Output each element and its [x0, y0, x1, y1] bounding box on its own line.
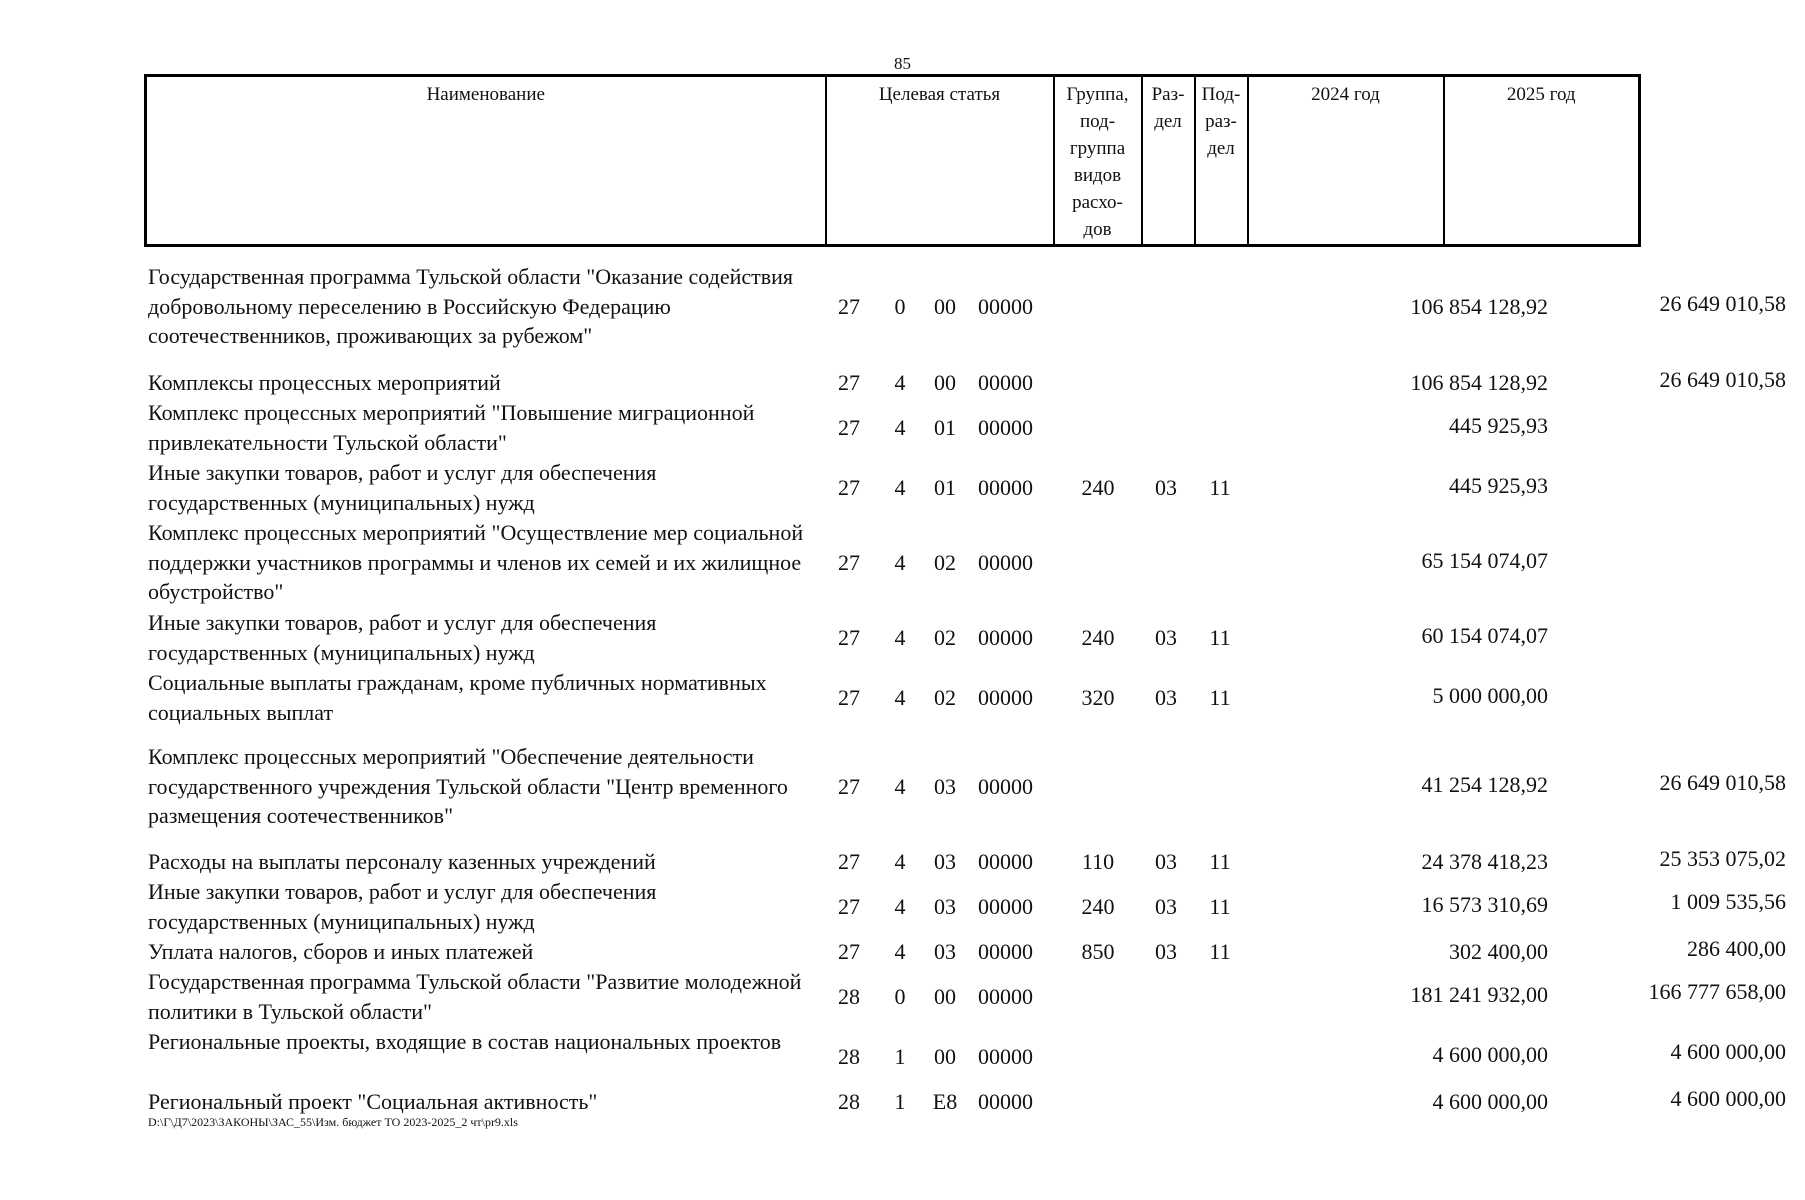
row-amount-2025: 25 353 075,02	[1659, 846, 1786, 871]
row-code-subprogram: 00	[934, 1044, 956, 1069]
header-year-2025: 2025 год	[1444, 76, 1640, 246]
row-code-program: 27	[838, 625, 860, 650]
row-code-direction: 00000	[978, 550, 1033, 575]
row-code-program: 27	[838, 939, 860, 964]
row-code-program: 27	[838, 370, 860, 395]
row-code-subprogram: 01	[934, 475, 956, 500]
row-code-program: 27	[838, 475, 860, 500]
row-code-type: 1	[894, 1089, 906, 1114]
row-section: 03	[1155, 625, 1177, 650]
row-code-subprogram: 02	[934, 550, 956, 575]
row-code-type: 4	[894, 939, 906, 964]
row-code-subprogram: 00	[934, 294, 956, 319]
row-name: Уплата налогов, сборов и иных платежей	[148, 939, 534, 964]
row-subsection: 11	[1209, 475, 1231, 500]
row-name: Иные закупки товаров, работ и услуг для обеспечения государственных (муниципальных) нужд	[148, 879, 657, 934]
row-code-type: 4	[894, 370, 906, 395]
row-amount-2024: 4 600 000,00	[1432, 1089, 1548, 1114]
row-code-direction: 00000	[978, 939, 1033, 964]
row-code-program: 27	[838, 415, 860, 440]
row-amount-2024: 60 154 074,07	[1421, 623, 1548, 648]
row-section: 03	[1155, 685, 1177, 710]
file-path-footer: D:\Г\Д7\2023\ЗАКОНЫ\ЗАС_55\Изм. бюджет ТО 2023-2025_2 чт\pr9.xls	[148, 1115, 518, 1129]
row-code-subprogram: 01	[934, 415, 956, 440]
page-number: 85	[894, 54, 911, 73]
row-code-direction: 00000	[978, 625, 1033, 650]
row-code-program: 27	[838, 774, 860, 799]
row-code-direction: 00000	[978, 475, 1033, 500]
header-subsection: Под- раз- дел	[1195, 76, 1248, 246]
row-name: Региональный проект "Социальная активность"	[148, 1089, 598, 1114]
row-amount-2025: 286 400,00	[1687, 936, 1786, 961]
row-expense-group: 240	[1081, 475, 1115, 500]
row-amount-2024: 106 854 128,92	[1410, 370, 1548, 395]
row-expense-group: 320	[1081, 685, 1115, 710]
row-amount-2024: 4 600 000,00	[1432, 1042, 1548, 1067]
row-code-direction: 00000	[978, 1044, 1033, 1069]
row-name: Государственная программа Тульской области "Развитие молодежной политики в Тульской области"	[148, 969, 802, 1024]
header-name: Наименование	[146, 76, 826, 246]
row-name: Комплексы процессных мероприятий	[148, 370, 501, 395]
row-code-type: 0	[894, 984, 906, 1009]
row-section: 03	[1155, 849, 1177, 874]
row-expense-group: 850	[1081, 939, 1115, 964]
row-name: Комплекс процессных мероприятий "Повышение миграционной привлекательности Тульской области"	[148, 400, 755, 455]
row-code-type: 4	[894, 849, 906, 874]
row-code-program: 27	[838, 685, 860, 710]
header-target-article: Целевая статья	[826, 76, 1054, 246]
row-name: Расходы на выплаты персоналу казенных учреждений	[148, 849, 656, 874]
row-name: Иные закупки товаров, работ и услуг для обеспечения государственных (муниципальных) нужд	[148, 610, 657, 665]
row-name: Социальные выплаты гражданам, кроме публичных нормативных социальных выплат	[148, 670, 767, 725]
row-code-direction: 00000	[978, 774, 1033, 799]
header-year-2024: 2024 год	[1248, 76, 1444, 246]
row-name: Региональные проекты, входящие в состав национальных проектов	[148, 1029, 782, 1054]
row-code-direction: 00000	[978, 849, 1033, 874]
row-subsection: 11	[1209, 625, 1231, 650]
row-name: Иные закупки товаров, работ и услуг для обеспечения государственных (муниципальных) нужд	[148, 460, 657, 515]
row-name: Комплекс процессных мероприятий "Осуществление мер социальной поддержки участников программы и членов их семей и их жилищное обустройство"	[148, 520, 804, 604]
row-amount-2025: 26 649 010,58	[1659, 291, 1786, 316]
row-code-direction: 00000	[978, 294, 1033, 319]
row-amount-2024: 445 925,93	[1449, 413, 1548, 438]
row-amount-2025: 4 600 000,00	[1670, 1039, 1786, 1064]
row-code-subprogram: 03	[934, 894, 956, 919]
row-amount-2024: 41 254 128,92	[1421, 772, 1548, 797]
row-code-type: 4	[894, 894, 906, 919]
row-code-program: 28	[838, 1089, 860, 1114]
row-subsection: 11	[1209, 939, 1231, 964]
row-code-subprogram: 03	[934, 849, 956, 874]
row-amount-2025: 26 649 010,58	[1659, 770, 1786, 795]
row-code-subprogram: E8	[932, 1089, 958, 1114]
row-section: 03	[1155, 894, 1177, 919]
row-code-direction: 00000	[978, 685, 1033, 710]
row-code-program: 27	[838, 894, 860, 919]
row-code-type: 1	[894, 1044, 906, 1069]
row-code-subprogram: 02	[934, 625, 956, 650]
row-code-type: 4	[894, 415, 906, 440]
row-amount-2025: 26 649 010,58	[1659, 367, 1786, 392]
row-code-subprogram: 02	[934, 685, 956, 710]
row-name: Государственная программа Тульской области "Оказание содействия добровольному переселению в Российскую Федерацию соотечественников, проживающих за рубежом"	[148, 264, 794, 348]
row-code-direction: 00000	[978, 1089, 1033, 1114]
row-code-direction: 00000	[978, 370, 1033, 395]
row-code-program: 27	[838, 550, 860, 575]
row-amount-2024: 65 154 074,07	[1421, 548, 1548, 573]
row-code-direction: 00000	[978, 984, 1033, 1009]
row-code-subprogram: 03	[934, 774, 956, 799]
row-name: Комплекс процессных мероприятий "Обеспечение деятельности государственного учреждения Тульской области "Центр временного размещения соотечественников"	[148, 744, 788, 828]
row-code-program: 28	[838, 984, 860, 1009]
header-section: Раз- дел	[1142, 76, 1195, 246]
row-code-direction: 00000	[978, 894, 1033, 919]
row-code-type: 4	[894, 475, 906, 500]
header-expense-group: Группа, под- группа видов расхо- дов	[1054, 76, 1142, 246]
row-expense-group: 110	[1081, 849, 1115, 874]
row-code-type: 0	[894, 294, 906, 319]
row-amount-2024: 16 573 310,69	[1421, 892, 1548, 917]
row-expense-group: 240	[1081, 894, 1115, 919]
row-code-type: 4	[894, 685, 906, 710]
row-code-program: 27	[838, 294, 860, 319]
row-amount-2024: 106 854 128,92	[1410, 294, 1548, 319]
row-subsection: 11	[1209, 894, 1231, 919]
row-code-subprogram: 03	[934, 939, 956, 964]
row-code-program: 27	[838, 849, 860, 874]
row-amount-2024: 445 925,93	[1449, 473, 1548, 498]
row-subsection: 11	[1209, 849, 1231, 874]
row-subsection: 11	[1209, 685, 1231, 710]
row-expense-group: 240	[1081, 625, 1115, 650]
row-code-direction: 00000	[978, 415, 1033, 440]
row-amount-2024: 5 000 000,00	[1432, 683, 1548, 708]
row-amount-2025: 4 600 000,00	[1670, 1086, 1786, 1111]
row-amount-2025: 166 777 658,00	[1648, 979, 1786, 1004]
row-code-subprogram: 00	[934, 370, 956, 395]
row-amount-2024: 181 241 932,00	[1410, 982, 1548, 1007]
row-amount-2025: 1 009 535,56	[1670, 889, 1786, 914]
table-header	[144, 74, 1641, 247]
row-code-subprogram: 00	[934, 984, 956, 1009]
row-amount-2024: 24 378 418,23	[1421, 849, 1548, 874]
row-section: 03	[1155, 939, 1177, 964]
row-code-type: 4	[894, 774, 906, 799]
row-code-type: 4	[894, 550, 906, 575]
row-section: 03	[1155, 475, 1177, 500]
row-amount-2024: 302 400,00	[1449, 939, 1548, 964]
row-code-program: 28	[838, 1044, 860, 1069]
row-code-type: 4	[894, 625, 906, 650]
